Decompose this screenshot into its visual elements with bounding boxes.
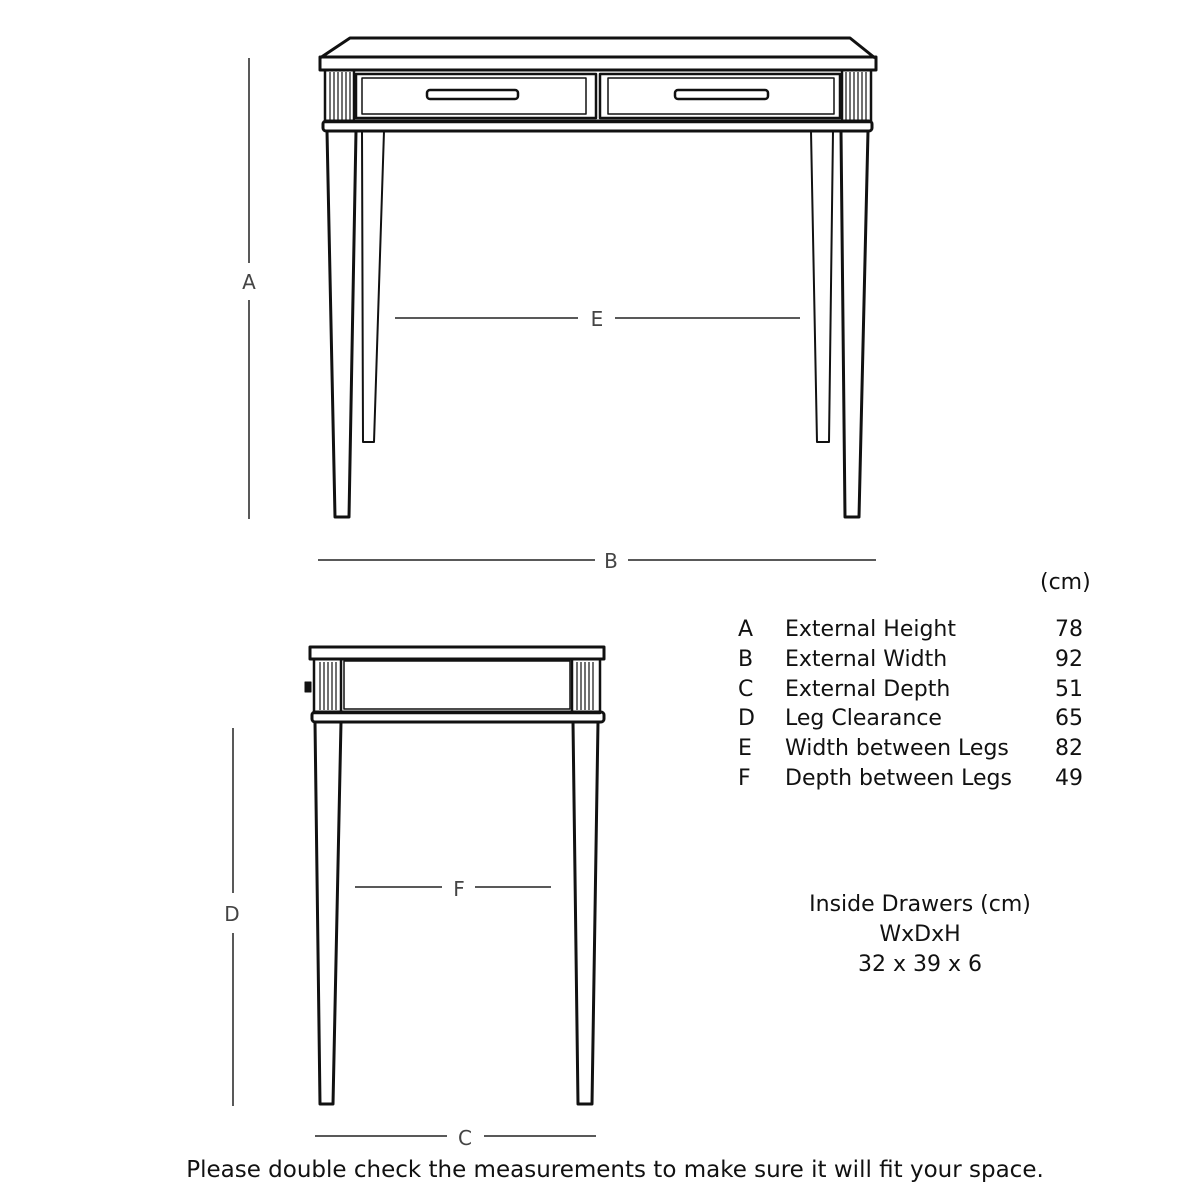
front-left-post-fluting xyxy=(330,72,350,120)
dim-label-c: C xyxy=(458,1126,472,1150)
spec-value: 82 xyxy=(1055,736,1083,761)
side-view xyxy=(305,647,604,1104)
inside-drawers-block xyxy=(770,890,1070,980)
front-view xyxy=(320,38,876,517)
spec-letter: E xyxy=(738,736,752,761)
spec-name: Leg Clearance xyxy=(785,706,942,731)
spec-row-f xyxy=(735,766,1095,796)
side-right-post-fluting xyxy=(577,662,593,710)
unit-header: (cm) xyxy=(1040,570,1091,595)
spec-value: 92 xyxy=(1055,647,1083,672)
spec-row-c xyxy=(735,677,1095,707)
spec-row-b xyxy=(735,647,1095,677)
spec-name: External Width xyxy=(785,647,948,672)
front-tabletop-bevel xyxy=(320,38,875,58)
front-right-leg xyxy=(841,131,868,517)
front-right-back-leg xyxy=(811,131,833,442)
side-base-rail xyxy=(312,712,604,722)
spec-letter: F xyxy=(738,766,751,791)
side-inner-panel xyxy=(344,661,570,709)
dim-label-e: E xyxy=(590,307,604,331)
drawer-left xyxy=(356,74,596,118)
front-right-post-fluting xyxy=(846,72,866,120)
inside-drawers-value: 32 x 39 x 6 xyxy=(858,952,982,977)
front-base-rail xyxy=(323,121,872,131)
spec-letter: B xyxy=(738,647,754,672)
side-left-post-fluting xyxy=(320,662,336,710)
front-tabletop xyxy=(320,57,876,70)
spec-row-a xyxy=(735,617,1095,647)
side-tabletop xyxy=(310,647,604,659)
inside-drawers-title: Inside Drawers (cm) xyxy=(809,892,1031,917)
spec-name: External Depth xyxy=(785,677,951,702)
front-left-back-leg xyxy=(362,131,384,442)
inside-drawers-format: WxDxH xyxy=(879,922,961,947)
dim-label-f: F xyxy=(453,877,465,901)
spec-letter: C xyxy=(738,677,754,702)
side-handle-knob xyxy=(305,682,311,692)
drawer-left-handle xyxy=(427,90,518,99)
drawer-right-handle xyxy=(675,90,768,99)
spec-value: 51 xyxy=(1055,677,1083,702)
spec-value: 78 xyxy=(1055,617,1083,642)
side-right-leg xyxy=(573,722,598,1104)
drawer-right xyxy=(600,74,840,118)
spec-row-d xyxy=(735,706,1095,736)
spec-name: Width between Legs xyxy=(785,736,1009,761)
spec-name: Depth between Legs xyxy=(785,766,1012,791)
front-left-leg xyxy=(327,131,356,517)
footer-note: Please double check the measurements to make sure it will fit your space. xyxy=(186,1157,1044,1183)
dim-label-d: D xyxy=(224,902,240,926)
dim-label-b: B xyxy=(604,549,618,573)
side-left-leg xyxy=(315,722,341,1104)
spec-name: External Height xyxy=(785,617,956,642)
spec-value: 49 xyxy=(1055,766,1083,791)
dim-label-a: A xyxy=(242,270,256,294)
spec-value: 65 xyxy=(1055,706,1083,731)
side-apron xyxy=(314,659,600,713)
spec-row-e xyxy=(735,736,1095,766)
spec-letter: D xyxy=(738,706,755,731)
spec-letter: A xyxy=(738,617,754,642)
